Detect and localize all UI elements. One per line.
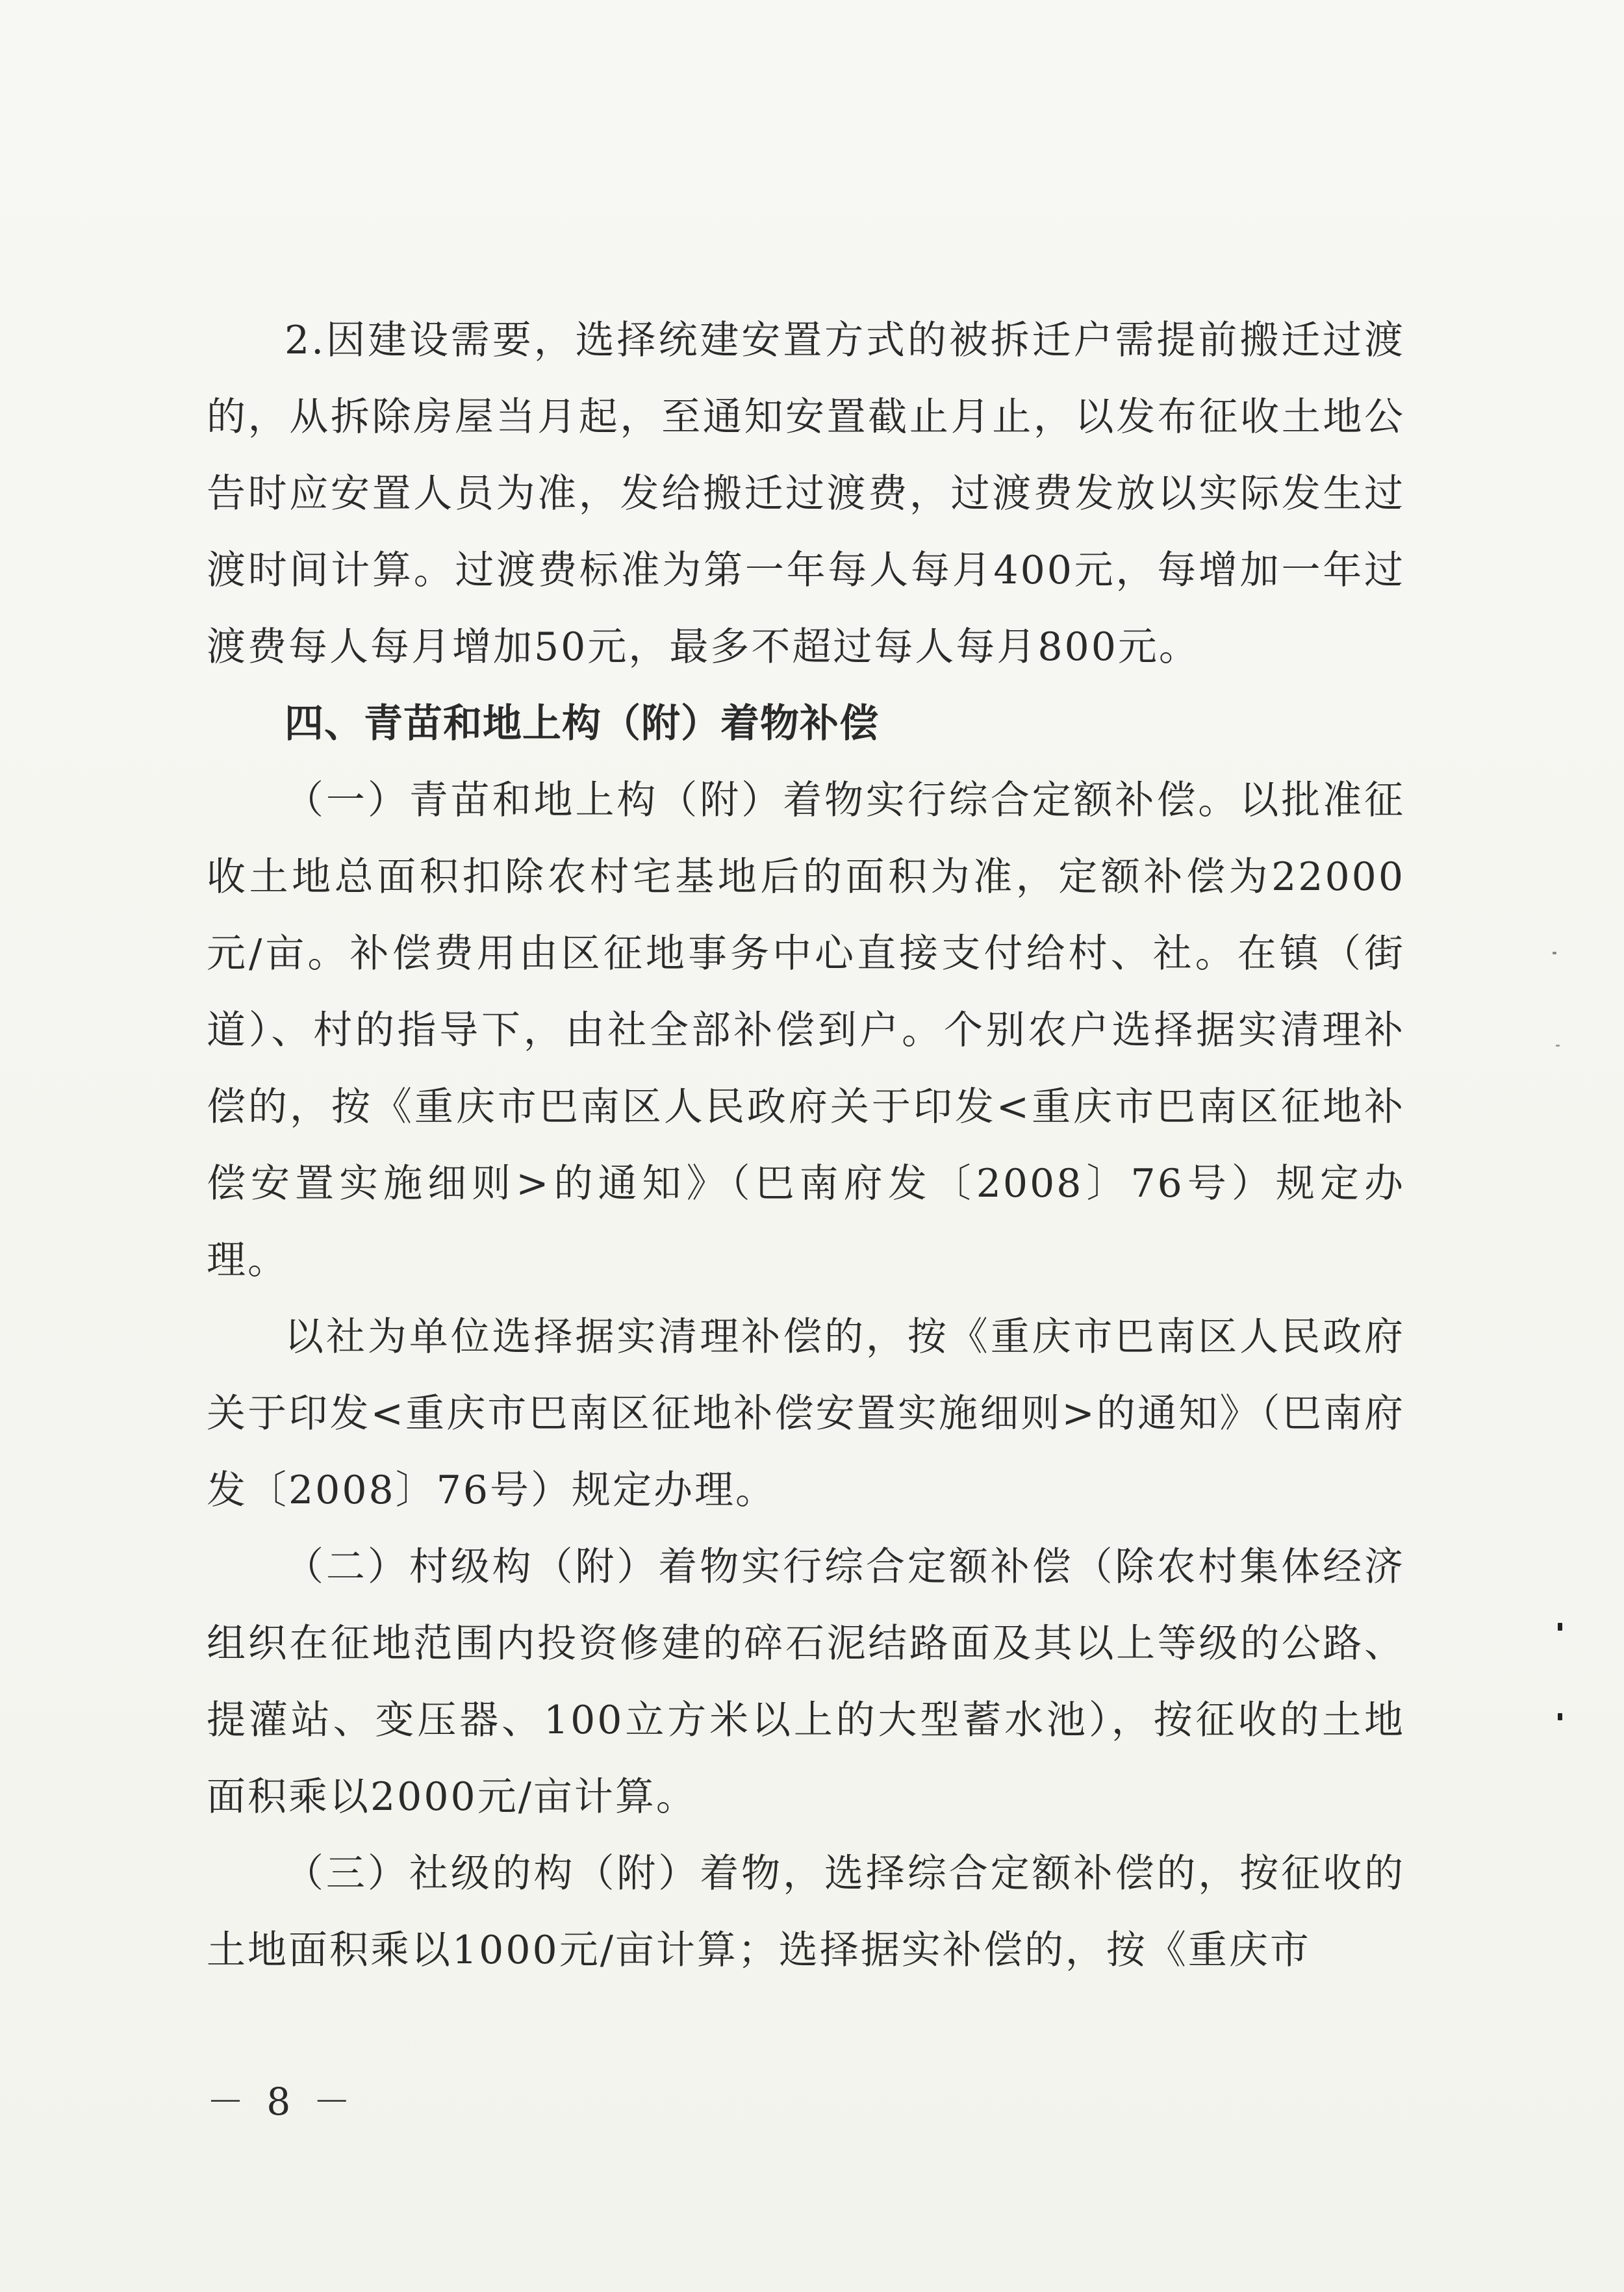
scan-speck	[1558, 1713, 1562, 1720]
section-heading-crops-compensation: 四、青苗和地上构（附）着物补偿	[285, 701, 879, 746]
paragraph-item-three: （三）社级的构（附）着物，选择综合定额补偿的，按征收的土地面积乘以1000元/亩计算；选择据实补偿的，按《重庆市	[207, 1851, 1405, 1973]
page-number: － 8 －	[207, 2080, 356, 2124]
document-body	[207, 302, 1405, 1989]
paragraph-relocation-fee: 2.因建设需要，选择统建安置方式的被拆迁户需提前搬迁过渡的，从拆除房屋当月起，至通知安置截止月止，以发布征收土地公告时应安置人员为准，发给搬迁过渡费，过渡费发放以实际发生过渡时间计算。过渡费标准为第一年每人每月400元，每增加一年过渡费每人每月增加50元，最多不超过每人每月800元。	[207, 318, 1405, 670]
paragraph-item-two: （二）村级构（附）着物实行综合定额补偿（除农村集体经济组织在征地范围内投资修建的碎石泥结路面及其以上等级的公路、提灌站、变压器、100立方米以上的大型蓄水池），按征收的土地面积乘以2000元/亩计算。	[207, 1544, 1405, 1820]
scan-speck	[1558, 1623, 1562, 1631]
scan-speck	[1553, 952, 1556, 954]
paragraph-item-one: （一）青苗和地上构（附）着物实行综合定额补偿。以批准征收土地总面积扣除农村宅基地后的面积为准，定额补偿为22000元/亩。补偿费用由区征地事务中心直接支付给村、社。在镇（街道）、村的指导下，由社全部补偿到户。个别农户选择据实清理补偿的，按《重庆市巴南区人民政府关于印发<重庆市巴南区征地补偿安置实施细则>的通知》（巴南府发〔2008〕76号）规定办理。	[207, 778, 1405, 1283]
paragraph-community-clearing: 以社为单位选择据实清理补偿的，按《重庆市巴南区人民政府关于印发<重庆市巴南区征地补偿安置实施细则>的通知》（巴南府发〔2008〕76号）规定办理。	[207, 1314, 1405, 1513]
scan-speck	[1556, 1045, 1560, 1047]
